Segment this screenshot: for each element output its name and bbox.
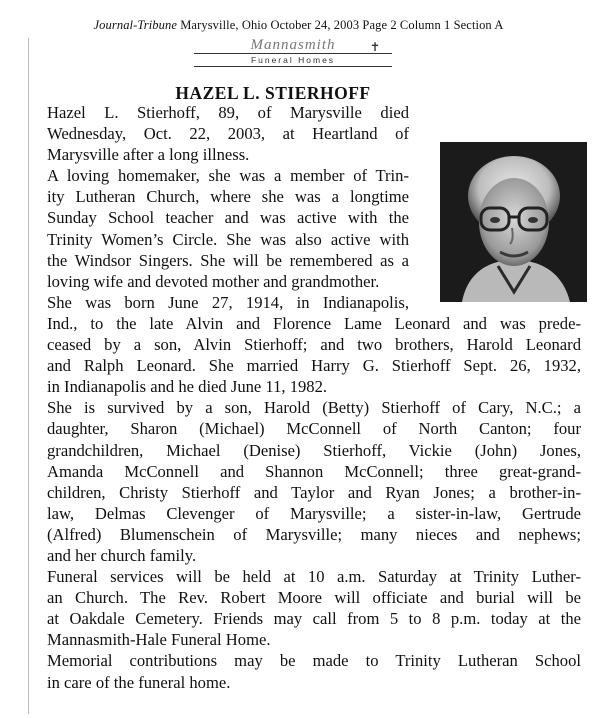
- text-line: law, Delmas Clevenger of Marysville; a sister-in-law, Gertrude: [47, 503, 581, 523]
- text-line: in Indianapolis and he died June 11, 1982.: [47, 377, 328, 397]
- paragraph-memorial: [28, 650, 581, 692]
- text-line: Wednesday, Oct. 22, 2003, at Heartland of: [47, 124, 409, 144]
- logo-subtitle: Funeral Homes: [250, 55, 336, 65]
- paragraph-death: [28, 102, 409, 165]
- text-line: the Windsor Singers. She will be remembered as a: [47, 250, 409, 270]
- text-line: ity Lutheran Church, where she was a longtime: [47, 187, 409, 207]
- text-line: Funeral services will be held at 10 a.m. Saturday at Trinity Luther-: [47, 567, 581, 587]
- text-line: an Church. The Rev. Robert Moore will officiate and burial will be: [47, 588, 581, 608]
- text-line: She is survived by a son, Harold (Betty) Stierhoff of Cary, N.C.; a: [47, 398, 581, 418]
- obituary-clipping: [28, 38, 591, 714]
- text-line: loving wife and devoted mother and grandmother.: [47, 271, 380, 291]
- text-line: daughter, Sharon (Michael) McConnell of North Canton; four: [47, 419, 581, 439]
- text-line: grandchildren, Michael (Denise) Stierhoff, Vickie (John) Jones,: [47, 440, 581, 460]
- text-line: Trinity Women’s Circle. She was also active with: [47, 229, 409, 249]
- paragraph-life: [28, 165, 409, 292]
- obituary-body: [28, 102, 581, 693]
- paragraph-services: [28, 566, 581, 650]
- text-line: Marysville after a long illness.: [47, 145, 250, 165]
- cross-icon: ✝: [369, 40, 380, 54]
- text-line: Ind., to the late Alvin and Florence Lame Leonard and was prede-: [47, 313, 581, 333]
- text-line: children, Christy Stierhoff and Taylor and Ryan Jones; a brother-in-: [47, 482, 581, 502]
- paragraph-survivors: [28, 397, 581, 566]
- publication-details: Marysville, Ohio October 24, 2003 Page 2 Column 1 Section A: [180, 18, 504, 32]
- text-line: (Alfred) Blumenschein of Marysville; many nieces and nephews;: [47, 524, 581, 544]
- text-line: in care of the funeral home.: [47, 672, 231, 692]
- logo-rule-bottom: [194, 66, 392, 67]
- publication-name: Journal-Tribune: [93, 18, 177, 32]
- text-line: Hazel L. Stierhoff, 89, of Marysville died: [47, 103, 409, 122]
- text-line: Amanda McConnell and Shannon McConnell; three great-grand-: [47, 461, 581, 481]
- funeral-home-logo: [194, 38, 392, 72]
- obituary-title: HAZEL L. STIERHOFF: [175, 83, 371, 103]
- text-line: Mannasmith-Hale Funeral Home.: [47, 630, 271, 650]
- text-line: Memorial contributions may be made to Trinity Lutheran School: [47, 651, 581, 671]
- logo-script: Mannasmith: [250, 38, 336, 53]
- text-line: She was born June 27, 1914, in Indianapolis,: [47, 292, 409, 312]
- text-line: A loving homemaker, she was a member of Trin-: [47, 166, 409, 186]
- text-line: and Ralph Leonard. She married Harry G. Stierhoff Sept. 26, 1932,: [47, 356, 581, 376]
- text-line: ceased by a son, Alvin Stierhoff; and two brothers, Harold Leonard: [47, 335, 581, 355]
- text-line: Sunday School teacher and was active with the: [47, 208, 409, 228]
- newspaper-header: [0, 18, 597, 33]
- text-line: at Oakdale Cemetery. Friends may call from 5 to 8 p.m. today at the: [47, 609, 581, 629]
- paragraph-birth: [28, 292, 581, 397]
- text-line: and her church family.: [47, 545, 197, 565]
